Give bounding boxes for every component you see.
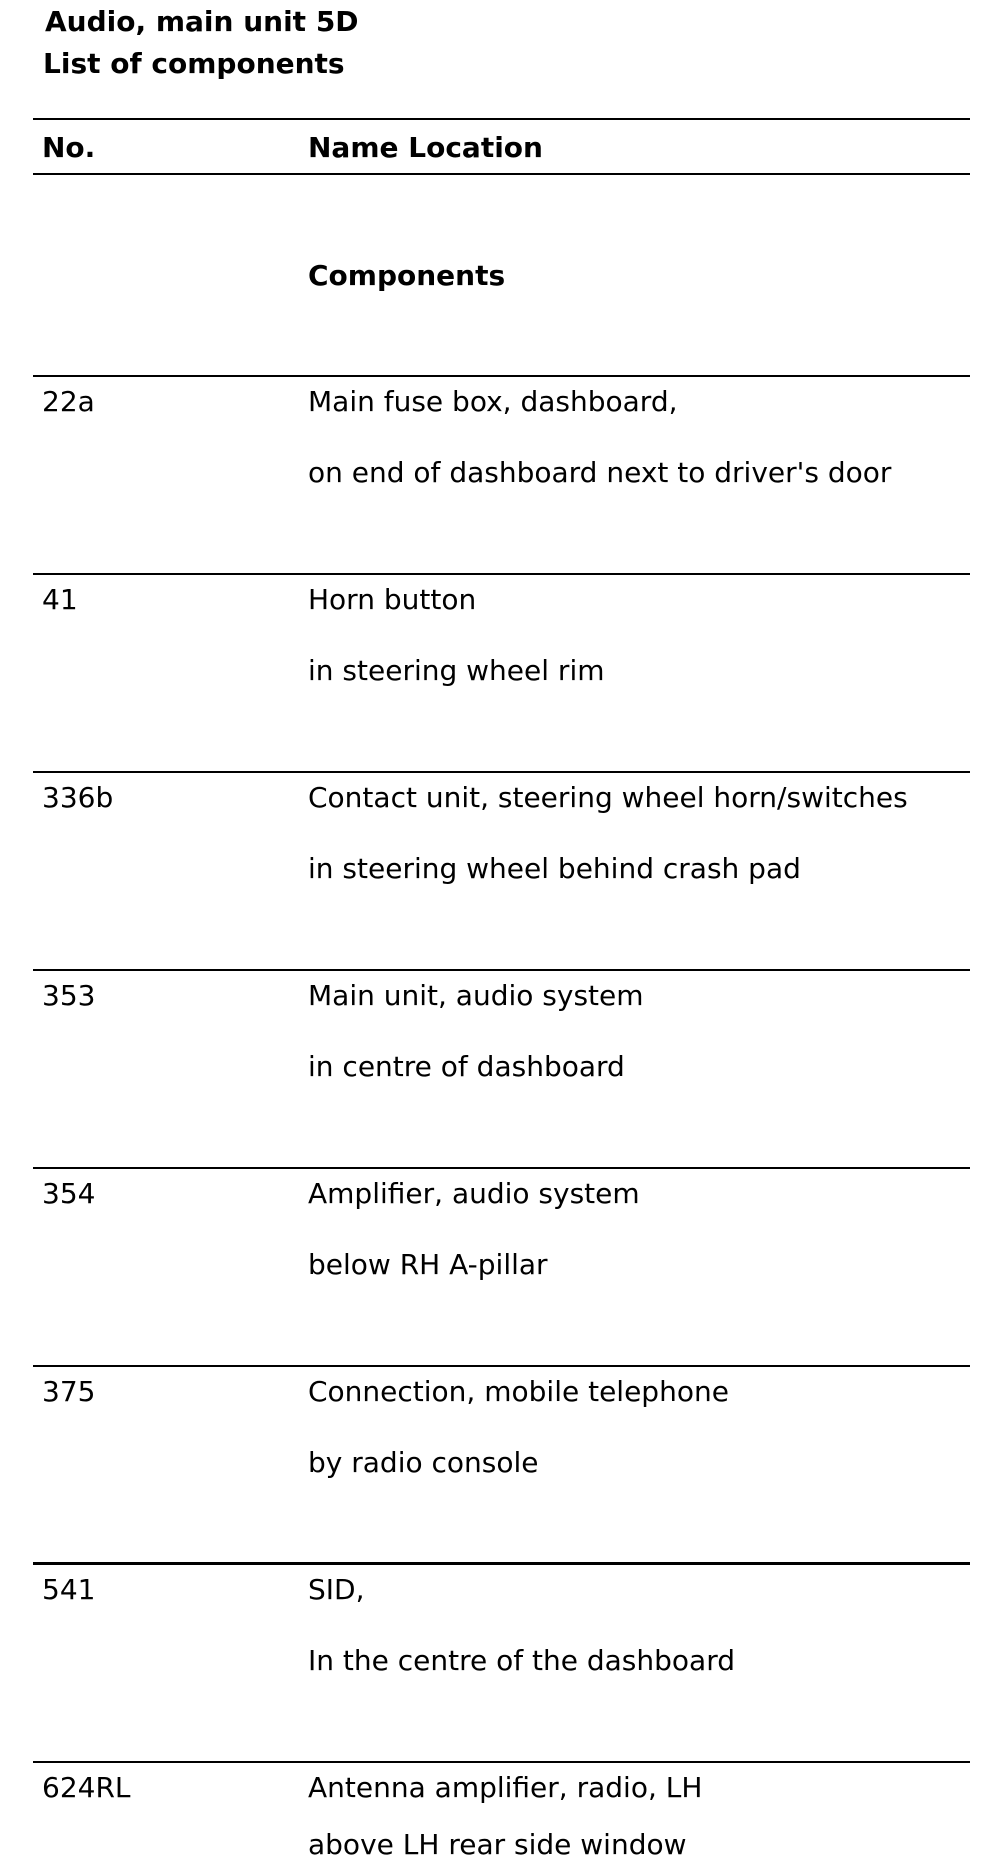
section-label: Components — [308, 259, 506, 292]
row-location: below RH A-pillar — [308, 1248, 548, 1281]
row-name: Contact unit, steering wheel horn/switches — [308, 781, 908, 814]
row-name: Antenna amplifier, radio, LH — [308, 1771, 703, 1804]
row-number: 375 — [42, 1375, 96, 1408]
row-number: 41 — [42, 583, 78, 616]
row-location: on end of dashboard next to driver's door — [308, 456, 892, 489]
column-header-name-location: Name Location — [308, 131, 543, 164]
row-divider — [33, 771, 970, 773]
row-number: 353 — [42, 979, 96, 1012]
row-divider — [33, 1761, 970, 1763]
row-name: Connection, mobile telephone — [308, 1375, 729, 1408]
row-divider — [33, 1562, 970, 1565]
row-number: 22a — [42, 385, 95, 418]
row-location: In the centre of the dashboard — [308, 1644, 735, 1677]
row-location: in steering wheel rim — [308, 654, 605, 687]
row-divider — [33, 1365, 970, 1367]
row-number: 336b — [42, 781, 114, 814]
row-location: in steering wheel behind crash pad — [308, 852, 801, 885]
row-name: SID, — [308, 1573, 365, 1606]
row-divider — [33, 1167, 970, 1169]
row-location: in centre of dashboard — [308, 1050, 625, 1083]
row-name: Amplifier, audio system — [308, 1177, 640, 1210]
row-number: 354 — [42, 1177, 96, 1210]
row-divider — [33, 969, 970, 971]
row-name: Main fuse box, dashboard, — [308, 385, 678, 418]
row-name: Main unit, audio system — [308, 979, 644, 1012]
header-bottom-rule — [33, 173, 970, 175]
column-header-no: No. — [42, 131, 96, 164]
document-title: Audio, main unit 5D — [45, 5, 359, 38]
row-name: Horn button — [308, 583, 477, 616]
row-number: 541 — [42, 1573, 96, 1606]
row-location: by radio console — [308, 1446, 539, 1479]
row-location: above LH rear side window — [308, 1828, 687, 1861]
row-number: 624RL — [42, 1771, 131, 1804]
document-subtitle: List of components — [43, 47, 345, 80]
row-divider — [33, 375, 970, 377]
table-top-rule — [33, 118, 970, 120]
row-divider — [33, 573, 970, 575]
